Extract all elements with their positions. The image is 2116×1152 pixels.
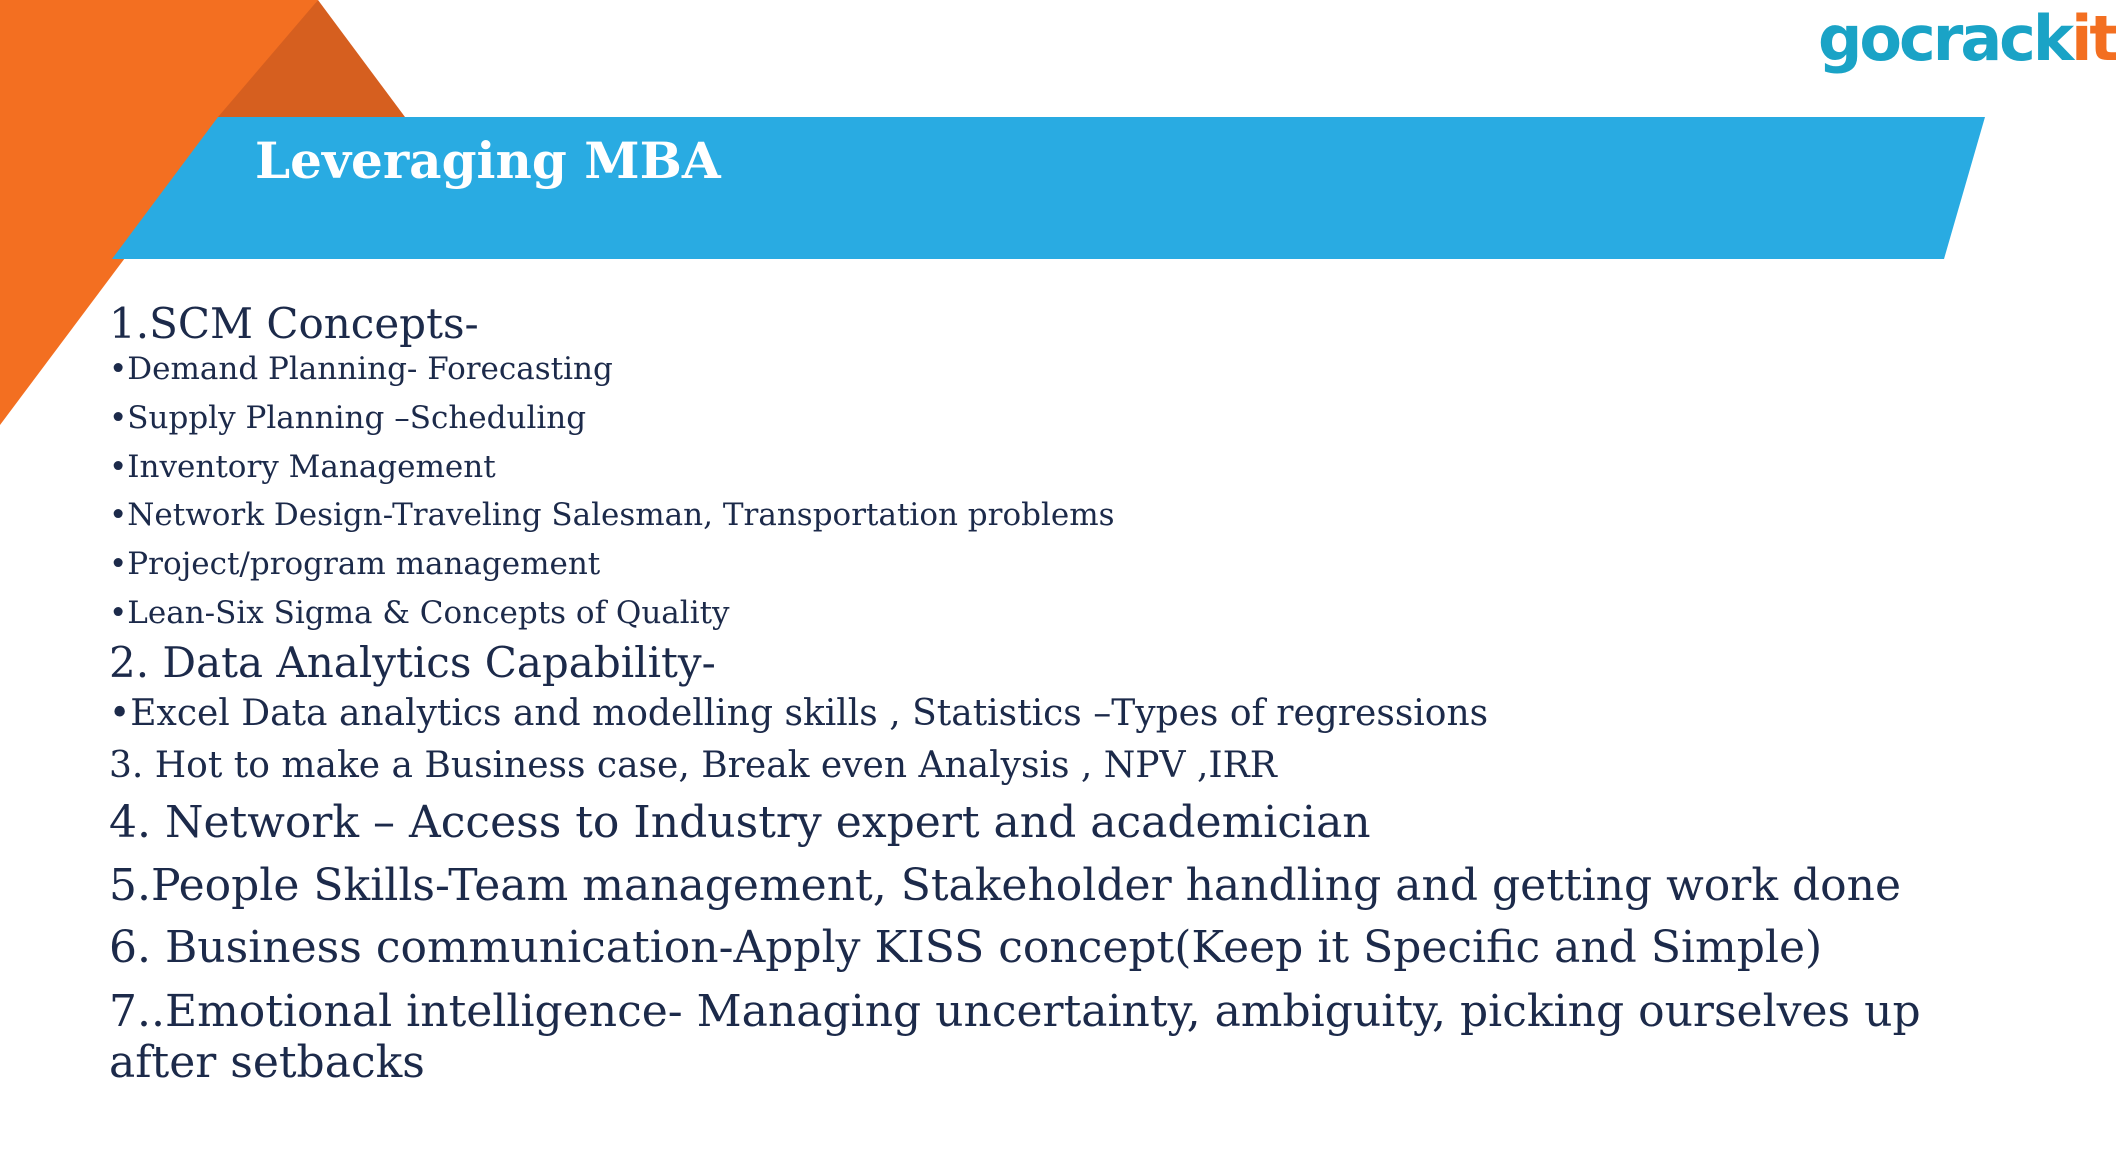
scm-item-network-design: •Network Design-Traveling Salesman, Transportation problems — [109, 497, 1115, 534]
scm-item-project-management: •Project/program management — [109, 545, 601, 582]
point-emotional-intelligence: 7..Emotional intelligence- Managing uncertainty, ambiguity, picking ourselves up after setbacks — [109, 986, 1921, 1089]
scm-item-lean-six-sigma: •Lean-Six Sigma & Concepts of Quality — [109, 594, 730, 631]
point-network: 4. Network – Access to Industry expert and academician — [109, 797, 1371, 849]
point-people-skills: 5.People Skills-Team management, Stakeholder handling and getting work done — [109, 859, 1902, 911]
scm-item-inventory: •Inventory Management — [109, 448, 496, 485]
data-analytics-heading: 2. Data Analytics Capability- — [109, 638, 716, 688]
gocrackit-logo: gocrackit — [1818, 2, 2116, 75]
scm-item-supply-planning: •Supply Planning –Scheduling — [109, 399, 587, 436]
slide-title: Leveraging MBA — [255, 131, 721, 190]
data-analytics-item: •Excel Data analytics and modelling skills , Statistics –Types of regressions — [109, 693, 1489, 735]
point-business-communication: 6. Business communication-Apply KISS concept(Keep it Specific and Simple) — [109, 922, 1823, 974]
slide-content — [109, 300, 1989, 1088]
scm-item-demand-planning: •Demand Planning- Forecasting — [109, 351, 613, 388]
scm-heading: 1.SCM Concepts- — [109, 299, 479, 348]
point-business-case: 3. Hot to make a Business case, Break even Analysis , NPV ,IRR — [109, 744, 1277, 786]
